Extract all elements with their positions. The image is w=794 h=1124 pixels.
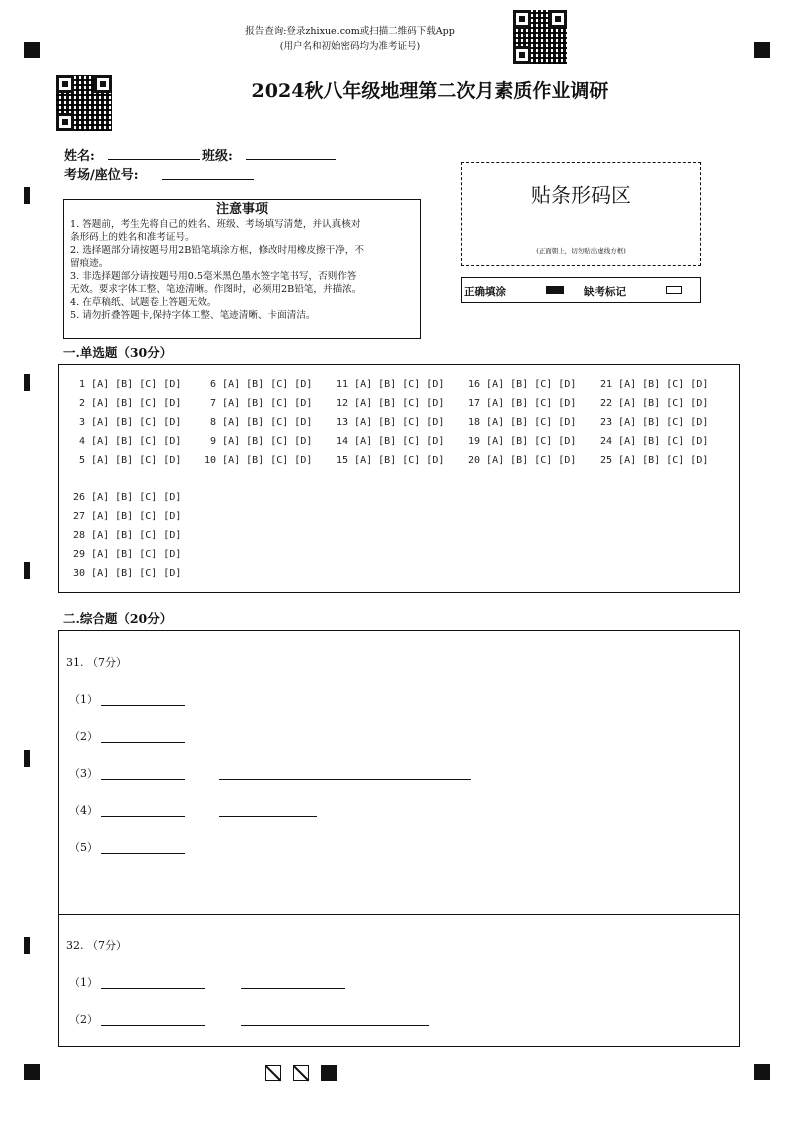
mc-question[interactable]: 10 [A] [B] [C] [D] [204,455,313,466]
mc-question[interactable]: 26 [A] [B] [C] [D] [73,492,182,503]
corner-mark-top-left [24,42,40,58]
barcode-area[interactable] [461,162,701,266]
barcode-title: 贴条形码区 [531,183,631,207]
mc-question[interactable]: 27 [A] [B] [C] [D] [73,511,182,522]
corner-mark-bottom-right [754,1064,770,1080]
mc-column [73,375,181,470]
answer-line[interactable] [241,988,345,989]
answer-line[interactable] [101,853,185,854]
question-31-label: 31. （7分） [66,656,127,669]
name-label: 姓名: [64,149,95,164]
corner-mark-bottom-left [24,1064,40,1080]
answer-line[interactable] [101,1025,205,1026]
notice-item: 4. 在草稿纸、试题卷上答题无效。 [70,297,217,308]
qr-code-icon [56,75,112,131]
page-title: 2024秋八年级地理第二次月素质作业调研 [251,80,609,102]
timing-mark [24,750,30,767]
timing-mark [24,562,30,579]
mc-question[interactable]: 29 [A] [B] [C] [D] [73,549,182,560]
mc-column [204,375,312,470]
answer-line[interactable] [219,816,317,817]
page-mark-icon [265,1065,281,1081]
mc-question[interactable]: 18 [A] [B] [C] [D] [468,417,577,428]
mc-column [73,488,181,583]
mc-question[interactable]: 30 [A] [B] [C] [D] [73,568,182,579]
mc-question[interactable]: 15 [A] [B] [C] [D] [336,455,445,466]
mc-question[interactable]: 13 [A] [B] [C] [D] [336,417,445,428]
page-mark-icon [321,1065,337,1081]
mc-question[interactable]: 28 [A] [B] [C] [D] [73,530,182,541]
class-label: 班级: [202,149,233,164]
answer-line[interactable] [101,816,185,817]
mc-question[interactable]: 9 [A] [B] [C] [D] [204,436,313,447]
notice-item: 2. 选择题部分请按题号用2B铅笔填涂方框，修改时用橡皮擦干净，不 [70,245,364,256]
absent-mark-label: 缺考标记 [584,286,626,298]
timing-mark [24,187,30,204]
mc-question[interactable]: 7 [A] [B] [C] [D] [204,398,313,409]
mc-column [336,375,444,470]
notice-item: 无效。要求字体工整、笔迹清晰。作图时，必须用2B铅笔，并描浓。 [70,284,362,295]
mc-column [600,375,708,470]
name-field[interactable] [108,159,200,160]
room-seat-field[interactable] [162,179,254,180]
question-31-box [58,630,740,915]
mc-question[interactable]: 12 [A] [B] [C] [D] [336,398,445,409]
answer-line[interactable] [101,742,185,743]
mc-question[interactable]: 24 [A] [B] [C] [D] [600,436,709,447]
mc-question[interactable]: 2 [A] [B] [C] [D] [73,398,182,409]
notice-box [63,199,421,339]
section1-title: 一.单选题（30分） [63,345,173,360]
notice-item: 5. 请勿折叠答题卡,保持字体工整、笔迹清晰、卡面清洁。 [70,310,316,321]
answer-label: （1） [69,693,98,706]
mc-question[interactable]: 1 [A] [B] [C] [D] [73,379,182,390]
mc-question[interactable]: 25 [A] [B] [C] [D] [600,455,709,466]
notice-item: 条形码上的姓名和准考证号。 [70,232,195,243]
mc-question[interactable]: 5 [A] [B] [C] [D] [73,455,182,466]
absent-mark-checkbox[interactable] [666,286,682,294]
question-32-box [58,914,740,1047]
barcode-note: (正面朝上，切勿贴出虚线方框) [536,247,626,255]
correct-fill-label: 正确填涂 [464,286,506,298]
report-notice [200,24,500,54]
multiple-choice-box [58,364,740,593]
timing-mark [24,937,30,954]
answer-line[interactable] [101,988,205,989]
mc-question[interactable]: 3 [A] [B] [C] [D] [73,417,182,428]
answer-label: （2） [69,730,98,743]
timing-mark [24,374,30,391]
fill-legend [461,277,701,303]
mc-question[interactable]: 4 [A] [B] [C] [D] [73,436,182,447]
class-field[interactable] [246,159,336,160]
answer-line[interactable] [241,1025,429,1026]
mc-question[interactable]: 17 [A] [B] [C] [D] [468,398,577,409]
answer-line[interactable] [101,779,185,780]
section2-title: 二.综合题（20分） [63,611,173,626]
answer-label: （5） [69,841,98,854]
question-32-label: 32. （7分） [66,939,127,952]
page-mark-icon [293,1065,309,1081]
correct-fill-example-icon [546,286,564,294]
mc-question[interactable]: 22 [A] [B] [C] [D] [600,398,709,409]
notice-title: 注意事项 [215,202,268,217]
mc-question[interactable]: 21 [A] [B] [C] [D] [600,379,709,390]
notice-item: 3. 非选择题部分请按题号用0.5毫米黑色墨水签字笔书写，否则作答 [70,271,357,282]
notice-item: 留痕迹。 [70,258,109,269]
answer-label: （3） [69,767,98,780]
answer-line[interactable] [219,779,471,780]
mc-question[interactable]: 20 [A] [B] [C] [D] [468,455,577,466]
corner-mark-top-right [754,42,770,58]
answer-line[interactable] [101,705,185,706]
mc-question[interactable]: 16 [A] [B] [C] [D] [468,379,577,390]
report-notice-line1: 报告查询:登录zhixue.com或扫描二维码下载App [245,26,455,37]
answer-label: （4） [69,804,98,817]
mc-question[interactable]: 8 [A] [B] [C] [D] [204,417,313,428]
mc-question[interactable]: 23 [A] [B] [C] [D] [600,417,709,428]
mc-question[interactable]: 6 [A] [B] [C] [D] [204,379,313,390]
mc-question[interactable]: 11 [A] [B] [C] [D] [336,379,445,390]
answer-label: （1） [69,976,98,989]
room-seat-label: 考场/座位号: [64,168,139,183]
notice-item: 1. 答题前，考生先将自己的姓名、班级、考场填写清楚，并认真核对 [70,219,361,230]
report-notice-line2: (用户名和初始密码均为准考证号) [279,41,421,52]
answer-label: （2） [69,1013,98,1026]
mc-column [468,375,576,470]
mc-question[interactable]: 14 [A] [B] [C] [D] [336,436,445,447]
mc-question[interactable]: 19 [A] [B] [C] [D] [468,436,577,447]
qr-code-icon [513,10,567,64]
